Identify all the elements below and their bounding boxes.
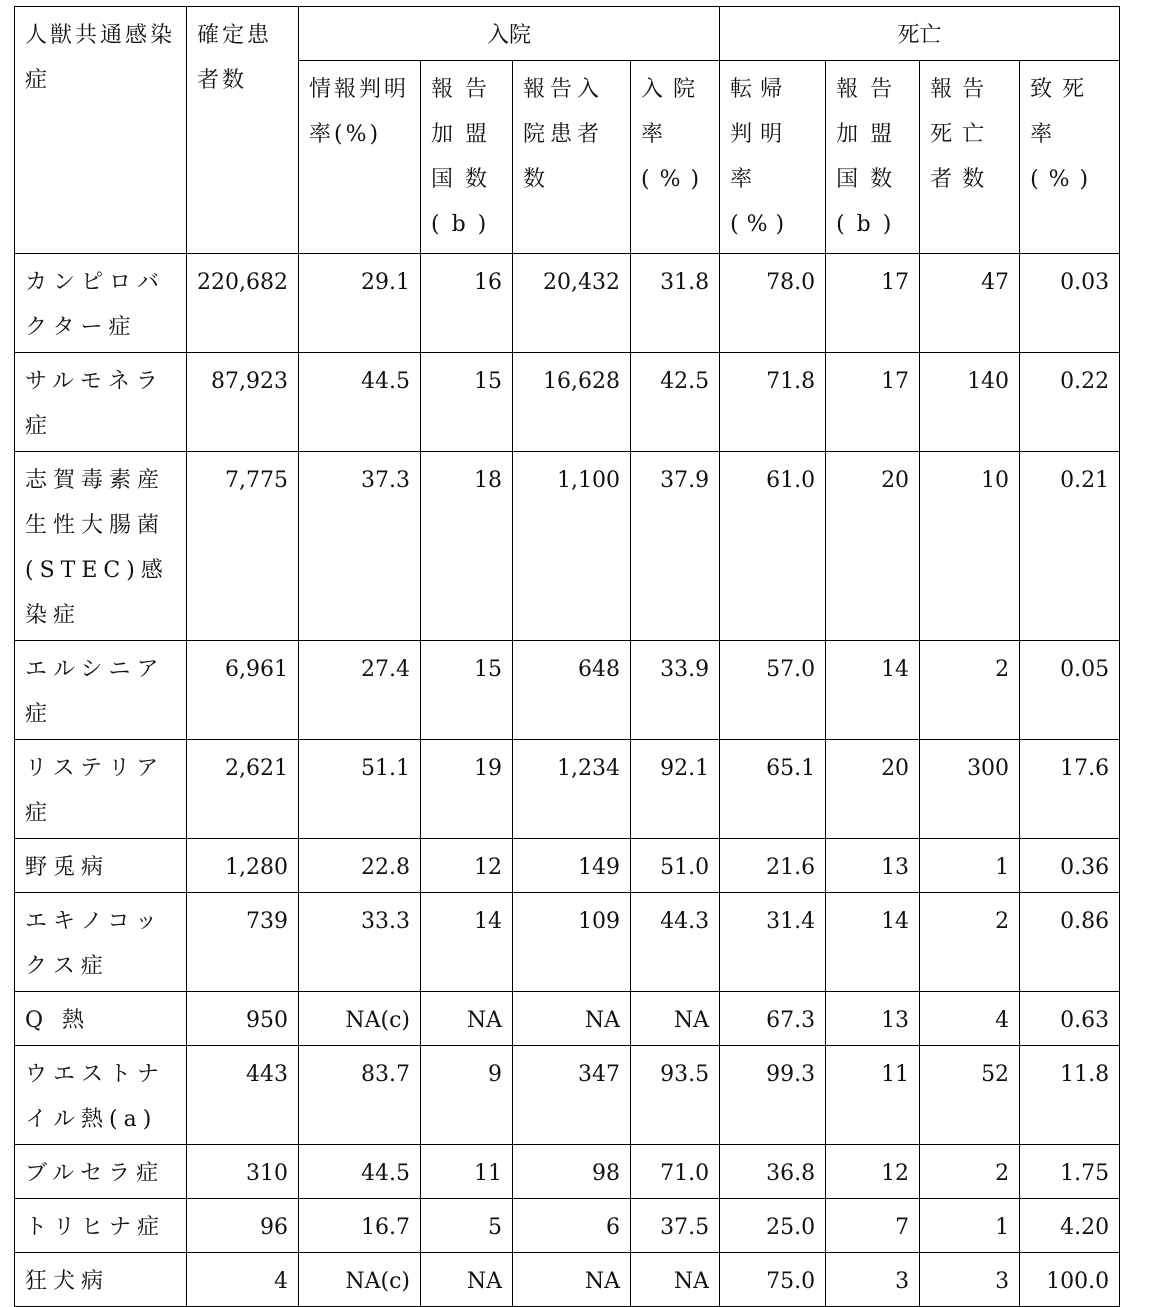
cell-hosp-info-rate: NA(c) <box>299 1253 421 1307</box>
cell-hosp-rate: 37.9 <box>631 452 720 641</box>
cell-hosp-reported: 20,432 <box>513 254 631 353</box>
cell-death-reported: 300 <box>920 740 1020 839</box>
cell-hosp-info-rate: 29.1 <box>299 254 421 353</box>
cell-death-outcome-rate: 57.0 <box>720 641 826 740</box>
cell-hosp-info-rate: 44.5 <box>299 1145 421 1199</box>
cell-hosp-rate: 44.3 <box>631 893 720 992</box>
cell-hosp-countries: NA <box>421 1253 513 1307</box>
cell-death-countries: 11 <box>826 1046 920 1145</box>
cell-hosp-rate: 42.5 <box>631 353 720 452</box>
cell-confirmed: 1,280 <box>187 839 299 893</box>
cell-hosp-countries: 16 <box>421 254 513 353</box>
cell-hosp-info-rate: 16.7 <box>299 1199 421 1253</box>
cell-hosp-info-rate: NA(c) <box>299 992 421 1046</box>
cell-disease: トリヒナ症 <box>15 1199 187 1253</box>
table-row <box>15 893 1120 992</box>
table-row <box>15 740 1120 839</box>
table-row <box>15 353 1120 452</box>
cell-death-rate: 0.21 <box>1020 452 1120 641</box>
cell-death-reported: 2 <box>920 1145 1020 1199</box>
header-hosp-info-rate: 情報判明率(%) <box>299 61 421 254</box>
cell-death-outcome-rate: 36.8 <box>720 1145 826 1199</box>
cell-hosp-countries: 15 <box>421 353 513 452</box>
cell-hosp-info-rate: 51.1 <box>299 740 421 839</box>
cell-hosp-countries: 11 <box>421 1145 513 1199</box>
cell-hosp-reported: 16,628 <box>513 353 631 452</box>
cell-confirmed: 443 <box>187 1046 299 1145</box>
cell-hosp-countries: 5 <box>421 1199 513 1253</box>
cell-confirmed: 739 <box>187 893 299 992</box>
cell-death-rate: 0.03 <box>1020 254 1120 353</box>
cell-death-rate: 0.22 <box>1020 353 1120 452</box>
cell-disease: エルシニア症 <box>15 641 187 740</box>
cell-death-outcome-rate: 78.0 <box>720 254 826 353</box>
cell-death-rate: 0.86 <box>1020 893 1120 992</box>
cell-disease: ウエストナイル熱(a) <box>15 1046 187 1145</box>
cell-death-reported: 52 <box>920 1046 1020 1145</box>
cell-hosp-reported: 149 <box>513 839 631 893</box>
cell-death-reported: 2 <box>920 641 1020 740</box>
cell-confirmed: 950 <box>187 992 299 1046</box>
cell-hosp-info-rate: 83.7 <box>299 1046 421 1145</box>
cell-death-rate: 4.20 <box>1020 1199 1120 1253</box>
cell-hosp-reported: 1,100 <box>513 452 631 641</box>
header-death-outcome-rate: 転帰判明率(%) <box>720 61 826 254</box>
cell-disease: リステリア症 <box>15 740 187 839</box>
cell-hosp-reported: 347 <box>513 1046 631 1145</box>
cell-confirmed: 87,923 <box>187 353 299 452</box>
table-row <box>15 839 1120 893</box>
zoonoses-table <box>14 6 1120 1307</box>
cell-hosp-rate: NA <box>631 1253 720 1307</box>
cell-death-countries: 3 <box>826 1253 920 1307</box>
cell-disease: 狂犬病 <box>15 1253 187 1307</box>
cell-hosp-rate: 93.5 <box>631 1046 720 1145</box>
cell-death-rate: 17.6 <box>1020 740 1120 839</box>
header-hospitalization: 入院 <box>299 7 720 61</box>
cell-disease: エキノコックス症 <box>15 893 187 992</box>
cell-death-reported: 47 <box>920 254 1020 353</box>
header-death-reported: 報告死亡者数 <box>920 61 1020 254</box>
cell-death-outcome-rate: 75.0 <box>720 1253 826 1307</box>
cell-hosp-rate: 51.0 <box>631 839 720 893</box>
cell-death-reported: 1 <box>920 839 1020 893</box>
cell-hosp-info-rate: 37.3 <box>299 452 421 641</box>
table-row <box>15 992 1120 1046</box>
table-body <box>15 254 1120 1307</box>
cell-death-reported: 1 <box>920 1199 1020 1253</box>
cell-disease: 志賀毒素産生性大腸菌(STEC)感染症 <box>15 452 187 641</box>
cell-hosp-info-rate: 27.4 <box>299 641 421 740</box>
cell-disease: 野兎病 <box>15 839 187 893</box>
cell-disease: サルモネラ症 <box>15 353 187 452</box>
table-row <box>15 1199 1120 1253</box>
cell-death-reported: 10 <box>920 452 1020 641</box>
cell-confirmed: 96 <box>187 1199 299 1253</box>
cell-confirmed: 310 <box>187 1145 299 1199</box>
cell-confirmed: 220,682 <box>187 254 299 353</box>
cell-hosp-countries: 15 <box>421 641 513 740</box>
cell-death-rate: 11.8 <box>1020 1046 1120 1145</box>
cell-death-countries: 14 <box>826 893 920 992</box>
cell-hosp-reported: NA <box>513 1253 631 1307</box>
cell-hosp-countries: 12 <box>421 839 513 893</box>
cell-hosp-rate: 31.8 <box>631 254 720 353</box>
cell-death-countries: 20 <box>826 452 920 641</box>
cell-death-countries: 7 <box>826 1199 920 1253</box>
cell-death-reported: 4 <box>920 992 1020 1046</box>
cell-death-outcome-rate: 67.3 <box>720 992 826 1046</box>
cell-hosp-reported: 98 <box>513 1145 631 1199</box>
cell-hosp-countries: 18 <box>421 452 513 641</box>
cell-hosp-countries: 19 <box>421 740 513 839</box>
cell-death-outcome-rate: 25.0 <box>720 1199 826 1253</box>
cell-death-reported: 2 <box>920 893 1020 992</box>
cell-hosp-rate: NA <box>631 992 720 1046</box>
cell-hosp-info-rate: 33.3 <box>299 893 421 992</box>
cell-hosp-reported: 1,234 <box>513 740 631 839</box>
cell-death-outcome-rate: 31.4 <box>720 893 826 992</box>
cell-disease: Q 熱 <box>15 992 187 1046</box>
cell-confirmed: 4 <box>187 1253 299 1307</box>
header-death: 死亡 <box>720 7 1120 61</box>
cell-hosp-reported: 109 <box>513 893 631 992</box>
cell-hosp-rate: 92.1 <box>631 740 720 839</box>
cell-hosp-rate: 33.9 <box>631 641 720 740</box>
cell-hosp-reported: 648 <box>513 641 631 740</box>
cell-death-outcome-rate: 61.0 <box>720 452 826 641</box>
header-disease: 人獣共通感染症 <box>15 7 187 254</box>
cell-death-rate: 1.75 <box>1020 1145 1120 1199</box>
cell-hosp-rate: 37.5 <box>631 1199 720 1253</box>
cell-disease: ブルセラ症 <box>15 1145 187 1199</box>
cell-confirmed: 6,961 <box>187 641 299 740</box>
cell-death-outcome-rate: 21.6 <box>720 839 826 893</box>
cell-death-rate: 0.63 <box>1020 992 1120 1046</box>
cell-death-countries: 20 <box>826 740 920 839</box>
header-hosp-rate: 入院率(%) <box>631 61 720 254</box>
header-confirmed: 確定患者数 <box>187 7 299 254</box>
table-row <box>15 1046 1120 1145</box>
cell-death-rate: 100.0 <box>1020 1253 1120 1307</box>
cell-hosp-info-rate: 44.5 <box>299 353 421 452</box>
cell-hosp-countries: 14 <box>421 893 513 992</box>
table-row <box>15 641 1120 740</box>
cell-death-countries: 13 <box>826 839 920 893</box>
cell-confirmed: 2,621 <box>187 740 299 839</box>
cell-death-outcome-rate: 99.3 <box>720 1046 826 1145</box>
table-row <box>15 254 1120 353</box>
header-hosp-reported: 報告入院患者数 <box>513 61 631 254</box>
cell-death-countries: 17 <box>826 254 920 353</box>
cell-death-rate: 0.05 <box>1020 641 1120 740</box>
header-death-rate: 致死率(%) <box>1020 61 1120 254</box>
cell-confirmed: 7,775 <box>187 452 299 641</box>
cell-death-countries: 12 <box>826 1145 920 1199</box>
cell-death-outcome-rate: 71.8 <box>720 353 826 452</box>
header-death-countries: 報告加盟国数(b) <box>826 61 920 254</box>
cell-death-outcome-rate: 65.1 <box>720 740 826 839</box>
cell-disease: カンピロバクター症 <box>15 254 187 353</box>
table-row <box>15 1145 1120 1199</box>
cell-hosp-info-rate: 22.8 <box>299 839 421 893</box>
cell-hosp-reported: NA <box>513 992 631 1046</box>
cell-death-countries: 17 <box>826 353 920 452</box>
cell-death-rate: 0.36 <box>1020 839 1120 893</box>
cell-death-countries: 14 <box>826 641 920 740</box>
cell-hosp-countries: NA <box>421 992 513 1046</box>
header-row-top <box>15 7 1120 61</box>
cell-death-countries: 13 <box>826 992 920 1046</box>
cell-hosp-countries: 9 <box>421 1046 513 1145</box>
cell-death-reported: 3 <box>920 1253 1020 1307</box>
cell-death-reported: 140 <box>920 353 1020 452</box>
table-row <box>15 452 1120 641</box>
table-row <box>15 1253 1120 1307</box>
cell-hosp-rate: 71.0 <box>631 1145 720 1199</box>
cell-hosp-reported: 6 <box>513 1199 631 1253</box>
header-hosp-countries: 報告加盟国数(b) <box>421 61 513 254</box>
